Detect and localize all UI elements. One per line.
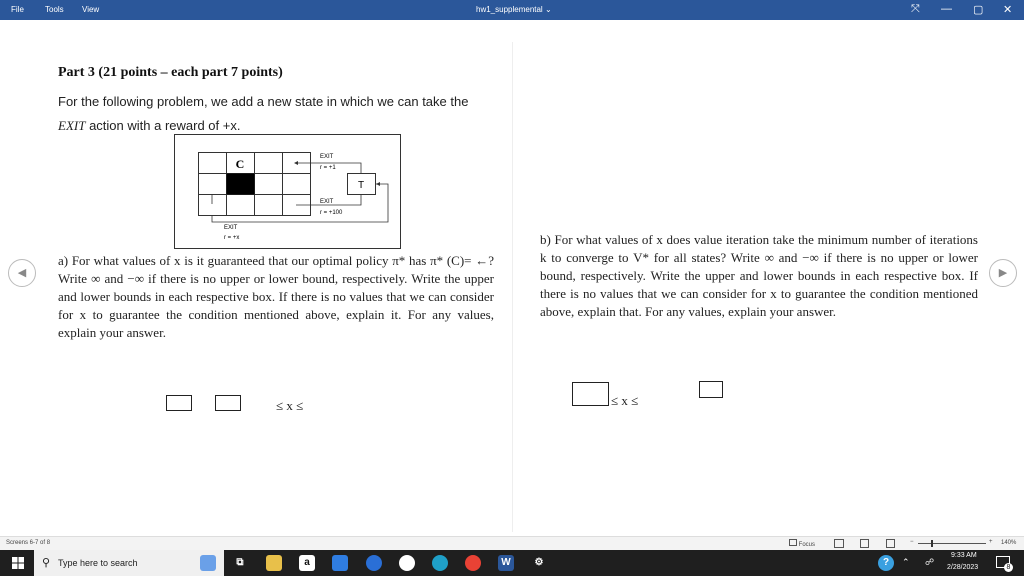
zoom-slider[interactable] [918,543,986,544]
task-view-icon[interactable]: ⧉ [236,557,244,568]
edge-icon[interactable] [432,555,448,571]
chrome-icon[interactable] [465,555,481,571]
cell-c-label: C [235,157,245,171]
intro-exit-word: EXIT [58,118,86,133]
zoom-slider-thumb[interactable] [931,540,933,547]
reward-mid-label: r = +100 [320,210,343,216]
gridworld-diagram [174,134,402,250]
zoom-in-button[interactable]: + [989,539,993,545]
cell-t-label: T [357,180,365,191]
network-icon[interactable]: ☍ [925,557,935,567]
chevron-up-icon[interactable]: ⌃ [902,557,910,567]
chevron-down-icon: ⌄ [544,5,552,14]
taskbar [0,550,1024,576]
clock-date[interactable]: 2/28/2023 [947,564,979,571]
search-highlight-icon[interactable] [200,555,216,571]
read-mode-icon[interactable] [834,539,844,548]
part-a-upper-box[interactable] [215,395,241,411]
minimize-button[interactable]: — [941,3,952,15]
intro-line-1: For the following problem, we add a new state in which we can take the [58,94,469,109]
web-layout-icon[interactable] [886,539,895,548]
amazon-icon[interactable]: a [299,555,315,571]
document-title[interactable] [476,5,552,14]
exit-bottom-label: EXIT [224,225,238,231]
part-a-lower-box[interactable] [166,395,192,411]
page-divider [512,42,513,532]
part-b-text: b) For what values of x does value iteration take the minimum number of iterations k to converge to V* for all states? Write ∞ and −∞ if there is no upper or lower bound, respectively. Write the upper and lower bounds in each respective box. If there is no values that we can consider for x to guarantee the condition mentioned above, explain that. For any values, explain your answer. [540,232,978,319]
menu-file[interactable]: File [11,5,24,14]
obs-icon[interactable] [399,555,415,571]
document-title-text: hw1_supplemental [476,5,543,14]
restore-button[interactable]: ▢ [973,4,984,16]
store-icon[interactable] [332,555,348,571]
notification-count-badge: 8 [1004,563,1013,572]
reward-bottom-label: r = +x [224,235,240,241]
title-bar [0,0,1024,20]
word-icon[interactable]: W [498,555,514,571]
part-a-text: a) For what values of x is it guaranteed that our optimal policy π* has π* (C)= ←? Write ∞ and −∞ if there is no upper or lower bound, respectively. Write the upper and lower bounds in each respective box. If there is no values that we can consider for x to guarantee the condition mentioned above, explain it. For any values, explain your answer. [58,253,494,340]
previous-page-button[interactable]: ◀ [8,259,36,287]
file-explorer-icon[interactable] [266,555,282,571]
windows-start-icon[interactable] [12,557,24,569]
menu-view[interactable]: View [82,5,100,14]
focus-button[interactable] [789,539,815,548]
zoom-out-button[interactable]: − [910,539,914,545]
intro-line-2: action with a reward of +x. [85,118,241,133]
taskbar-search-box[interactable] [34,550,224,576]
part-heading: Part 3 (21 points – each part 7 points) [58,65,283,80]
focus-label: Focus [798,542,816,548]
search-icon: ⚲ [42,557,51,569]
wall-cell [227,174,255,195]
zoom-level[interactable]: 140% [1001,540,1017,546]
next-page-button[interactable]: ▶ [989,259,1017,287]
screen-counter: Screens 6-7 of 8 [6,540,51,546]
reward-top-label: r = +1 [320,165,336,171]
close-button[interactable]: ✕ [1003,4,1013,16]
settings-gear-icon[interactable]: ⚙ [534,557,544,568]
part-a-inequality: ≤ x ≤ [276,398,304,413]
exit-top-label: EXIT [320,154,334,160]
exit-mid-label: EXIT [320,199,334,205]
intro-text [58,90,498,138]
part-b-upper-box[interactable] [699,381,723,398]
document-canvas [0,20,1024,536]
fit-icon[interactable]: ⤧ [911,3,920,15]
help-icon[interactable]: ? [878,555,894,571]
focus-icon [789,539,797,546]
part-b-lower-box[interactable] [572,382,609,406]
search-placeholder: Type here to search [58,558,138,568]
print-layout-icon[interactable] [860,539,869,548]
part-b-inequality: ≤ x ≤ [611,393,639,408]
clock-time[interactable]: 9:33 AM [951,552,977,559]
status-bar [0,536,1024,551]
menu-tools[interactable]: Tools [45,5,64,14]
mail-icon[interactable] [366,555,382,571]
